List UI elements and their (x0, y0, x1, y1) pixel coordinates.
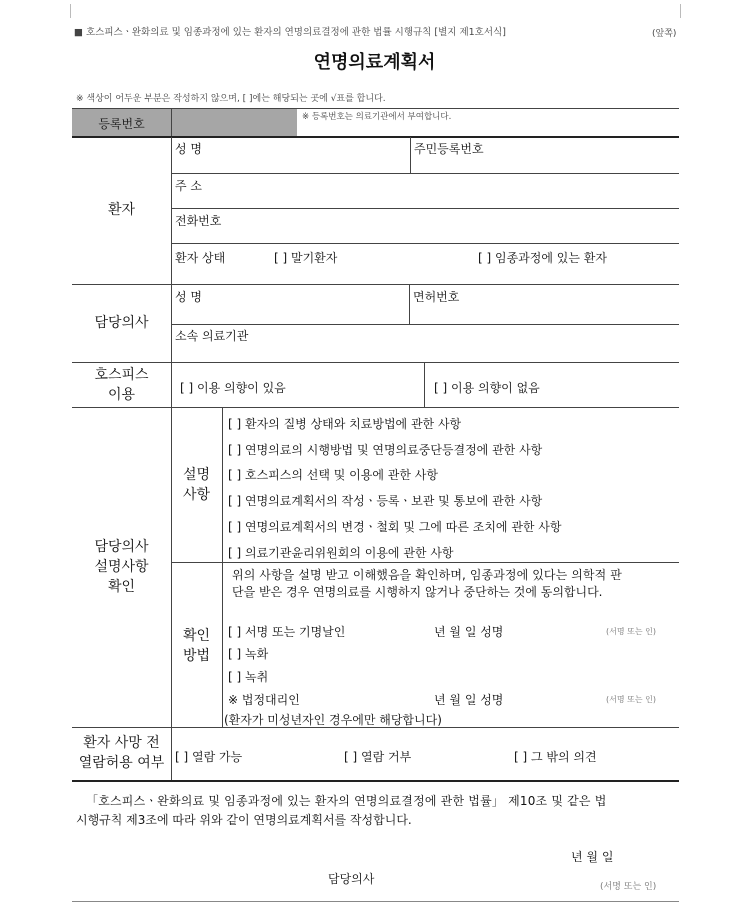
legal-sign-hint: (서명 또는 인) (606, 695, 656, 704)
agreement-text-line2: 단을 받은 경우 연명의료를 시행하지 않거나 중단하는 것에 동의합니다. (232, 585, 603, 599)
explain-item-checkbox[interactable]: [ ] 호스피스의 선택 및 이용에 관한 사항 (228, 468, 438, 482)
crop-mark-top-left (58, 4, 71, 18)
sign-checkbox[interactable]: [ ] 서명 또는 기명날인 (228, 625, 346, 639)
hospice-no-checkbox[interactable]: [ ] 이용 의향이 없음 (434, 381, 540, 395)
footer-statement-line1: 「호스피스ㆍ완화의료 및 임종과정에 있는 환자의 연명의료결정에 관한 법률」 제10조 및 같은 법 (86, 794, 607, 808)
footer-sign-hint: (서명 또는 인) (600, 882, 657, 892)
view-allowed-checkbox[interactable]: [ ] 열람 가능 (175, 750, 243, 764)
page-side: (앞쪽) (652, 29, 677, 39)
status-dying-checkbox[interactable]: [ ] 임종과정에 있는 환자 (478, 251, 607, 265)
video-record-checkbox[interactable]: [ ] 녹화 (228, 647, 269, 661)
instruction-note: ※ 색상이 어두운 부분은 작성하지 않으며, [ ]에는 해당되는 곳에 √표를 합니다. (76, 94, 386, 104)
footer-statement-line2: 시행규칙 제3조에 따라 위와 같이 연명의료계획서를 작성합니다. (76, 813, 412, 827)
patient-section-label: 환자 (107, 202, 136, 218)
audio-record-checkbox[interactable]: [ ] 녹취 (228, 670, 269, 684)
legal-representative-note: (환자가 미성년자인 경우에만 해당합니다) (224, 713, 442, 727)
crop-mark-top-right (680, 4, 693, 18)
legal-date-name-row: 년 월 일 성명 (434, 693, 504, 707)
patient-rrn-label: 주민등록번호 (414, 142, 484, 156)
explain-item-checkbox[interactable]: [ ] 연명의료의 시행방법 및 연명의료중단등결정에 관한 사항 (228, 443, 543, 457)
method-label-line2: 방법 (182, 648, 211, 664)
patient-address-label: 주 소 (175, 179, 202, 193)
doctor-section-label: 담당의사 (94, 315, 149, 331)
hospice-label-line1: 호스피스 (94, 367, 149, 383)
doctor-name-label: 성 명 (175, 290, 202, 304)
footer-date: 년 월 일 (571, 850, 614, 864)
confirmation-section-label (72, 537, 171, 597)
view-other-checkbox[interactable]: [ ] 그 밖의 의견 (514, 750, 597, 764)
explain-item-checkbox[interactable]: [ ] 의료기관윤리위원회의 이용에 관한 사항 (228, 546, 454, 560)
method-label-line1: 확인 (182, 628, 211, 644)
sign-date-name-row: 년 월 일 성명 (434, 625, 504, 639)
hospice-yes-checkbox[interactable]: [ ] 이용 의향이 있음 (180, 381, 286, 395)
sign-hint: (서명 또는 인) (606, 627, 656, 636)
view-label-line1: 환자 사망 전 (83, 735, 160, 751)
doctor-org-label: 소속 의료기관 (175, 329, 249, 343)
view-permission-label (72, 733, 171, 773)
hospice-label-line2: 이용 (107, 387, 136, 403)
legal-representative-label: ※ 법정대리인 (228, 693, 300, 707)
confirm-label-line2: 설명사항 (94, 559, 149, 575)
explain-item-checkbox[interactable]: [ ] 연명의료계획서의 변경ㆍ철회 및 그에 따른 조치에 관한 사항 (228, 520, 562, 534)
explain-item-checkbox[interactable]: [ ] 환자의 질병 상태와 치료방법에 관한 사항 (228, 417, 462, 431)
explain-label-line1: 설명 (182, 467, 211, 483)
registration-number-label: 등록번호 (98, 117, 145, 131)
confirm-label-line1: 담당의사 (94, 539, 149, 555)
confirm-label-line3: 확인 (107, 579, 136, 595)
patient-name-label: 성 명 (175, 142, 202, 156)
confirmation-method-label (171, 626, 222, 666)
explain-label-line2: 사항 (182, 487, 211, 503)
patient-status-label: 환자 상태 (175, 251, 226, 265)
page-title: 연명의료계획서 (313, 52, 436, 73)
status-terminal-checkbox[interactable]: [ ] 말기환자 (274, 251, 338, 265)
hospice-section-label (72, 365, 171, 405)
footer-doctor-label: 담당의사 (328, 872, 375, 886)
view-refused-checkbox[interactable]: [ ] 열람 거부 (344, 750, 412, 764)
doctor-license-label: 면허번호 (413, 290, 460, 304)
explain-item-checkbox[interactable]: [ ] 연명의료계획서의 작성ㆍ등록ㆍ보관 및 통보에 관한 사항 (228, 494, 543, 508)
header-note: ■ 호스피스ㆍ완화의료 및 임종과정에 있는 환자의 연명의료결정에 관한 법률 시행규칙 [별지 제1호서식] (74, 27, 506, 38)
patient-phone-label: 전화번호 (175, 214, 222, 228)
view-label-line2: 열람허용 여부 (78, 755, 165, 771)
agreement-text-line1: 위의 사항을 설명 받고 이해했음을 확인하며, 임종과정에 있다는 의학적 판 (232, 568, 622, 582)
explanation-items-label (171, 465, 222, 505)
registration-note: ※ 등록번호는 의료기관에서 부여합니다. (302, 112, 452, 122)
